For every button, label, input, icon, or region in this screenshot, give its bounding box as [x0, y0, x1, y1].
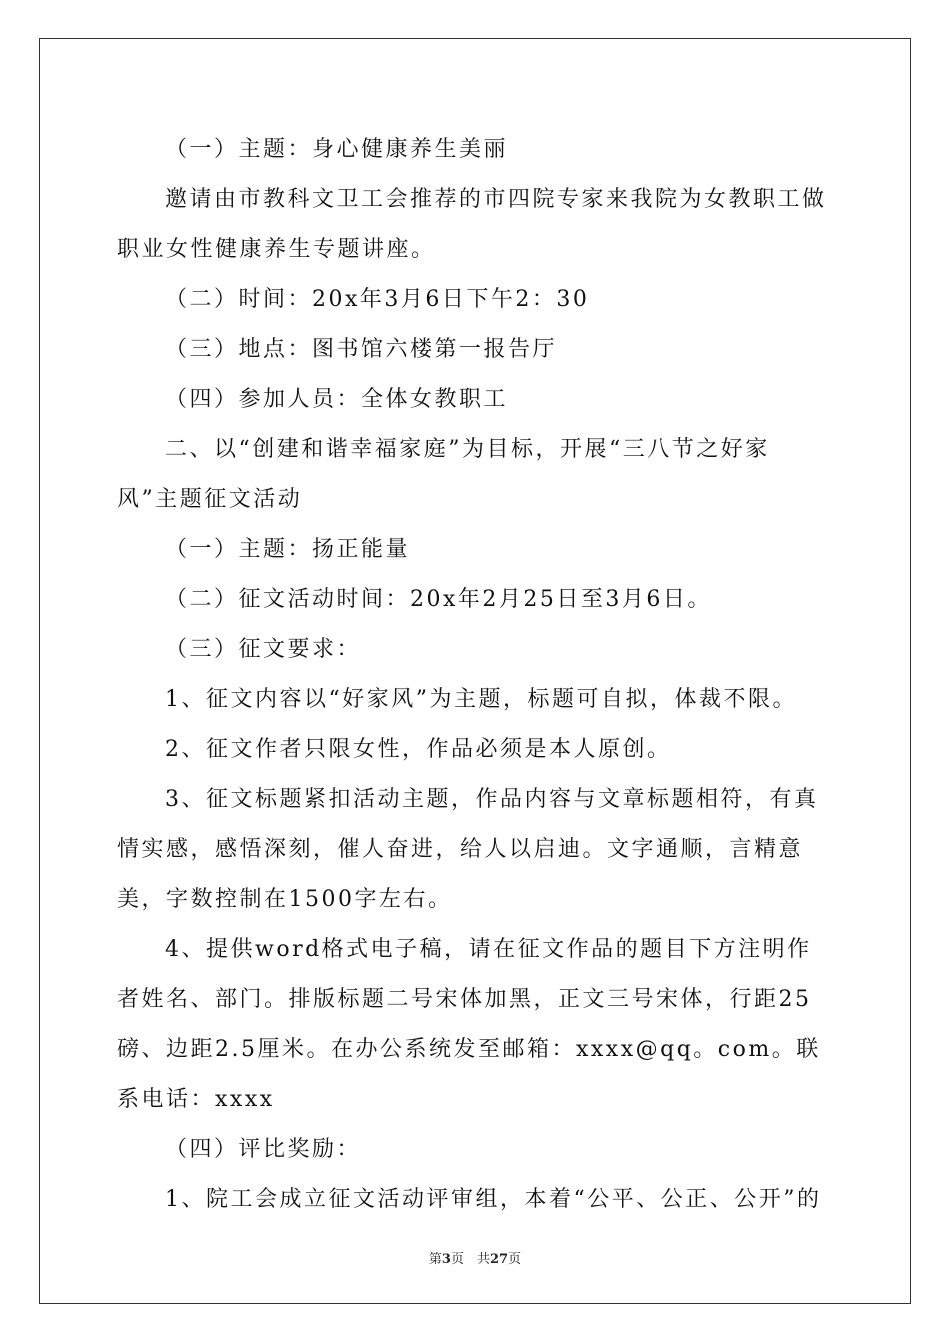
page-suffix: 页 — [508, 1252, 522, 1267]
section-heading: 二、以“创建和谐幸福家庭”为目标，开展“三八节之好家风”主题征文活动 — [117, 437, 770, 512]
paragraph: 4、提供word格式电子稿，请在征文作品的题目下方注明作者姓名、部门。排版标题二号宋体加黑，正文三号宋体，行距25磅、边距2.5厘米。在办公系统发至邮箱：xxxx@qq。com。联系电话：xxxx — [117, 937, 821, 1112]
paragraph: 邀请由市教科文卫工会推荐的市四院专家来我院为女教职工做职业女性健康养生专题讲座。 — [117, 187, 827, 262]
page-total-number: 27 — [489, 1252, 509, 1267]
paragraph: （一）主题：身心健康养生美丽 — [165, 137, 509, 162]
document-body — [117, 125, 832, 1225]
page-mid-text: 页 共 — [450, 1252, 490, 1267]
paragraph: （三）地点：图书馆六楼第一报告厅 — [165, 337, 558, 362]
paragraph: （四）评比奖励： — [165, 1137, 362, 1162]
page-current-number: 3 — [441, 1252, 451, 1267]
paragraph: （四）参加人员：全体女教职工 — [165, 387, 509, 412]
paragraph: （一）主题：扬正能量 — [165, 537, 411, 562]
paragraph: （二）征文活动时间：20x年2月25日至3月6日。 — [165, 587, 712, 612]
paragraph: （二）时间：20x年3月6日下午2：30 — [165, 287, 590, 312]
paragraph: 1、院工会成立征文活动评审组，本着“公平、公正、公开”的 — [165, 1187, 822, 1212]
page-prefix: 第 — [428, 1252, 442, 1267]
paragraph: 2、征文作者只限女性，作品必须是本人原创。 — [165, 737, 672, 762]
paragraph: 1、征文内容以“好家风”为主题，标题可自拟，体裁不限。 — [165, 687, 797, 712]
paragraph: 3、征文标题紧扣活动主题，作品内容与文章标题相符，有真情实感，感悟深刻，催人奋进，给人以启迪。文字通顺，言精意美，字数控制在1500字左右。 — [117, 787, 819, 912]
paragraph: （三）征文要求： — [165, 637, 362, 662]
page-footer — [0, 1248, 950, 1267]
